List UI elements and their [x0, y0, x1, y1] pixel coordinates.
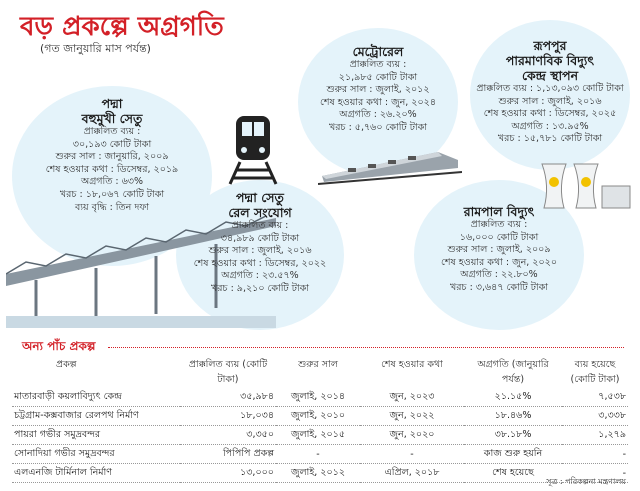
project-name: বহুমুখী সেতু [81, 111, 143, 126]
column-header: ব্যয় হয়েছে (কোটি টাকা) [570, 359, 620, 385]
project-detail: খরচ : ৩,৬৪৭ কোটি টাকা [449, 281, 549, 293]
table-cell: জুলাই, ২০১৪ [276, 388, 360, 407]
table-cell: ৩৮.১৮% [464, 426, 562, 445]
column-header: শেষ হওয়ার কথা [381, 359, 443, 370]
project-metrorail [298, 44, 458, 135]
page-title: বড় প্রকল্পে অগ্রগতি [20, 12, 224, 42]
column-header: অগ্রগতি (জানুয়ারি পর্যন্ত) [477, 359, 549, 385]
project-detail: খরচ : ১৮,০৬৭ কোটি টাকা [59, 188, 165, 200]
table-cell: - [360, 445, 464, 464]
project-detail: অগ্রগতি : ২২.৮০% [460, 269, 538, 281]
table-cell: পিপিপি প্রকল্প [180, 445, 276, 464]
table-cell: ১৩,০০০ [180, 464, 276, 483]
project-name: রেল সংযোগ [228, 205, 292, 220]
project-detail: অগ্রগতি : ২৩.৫৭% [221, 270, 299, 282]
table-header-row [12, 358, 628, 388]
project-detail: ৩০,১৯৩ কোটি টাকা [72, 138, 152, 150]
project-rampal [414, 204, 584, 295]
train-icon [226, 112, 280, 186]
table-cell: ২১.১৫% [464, 388, 562, 407]
project-detail: ব্যয় বৃদ্ধি : তিন দফা [74, 201, 150, 213]
column-header: শুরুর সাল [298, 359, 338, 370]
project-name: মেট্রোরেল [352, 44, 404, 59]
project-detail: শুরুর সাল : জুলাই, ২০১২ [326, 84, 430, 96]
project-detail: শুরুর সাল : জুলাই, ২০০৯ [447, 244, 551, 256]
table-cell: - [562, 445, 628, 464]
table-cell: ৩,৩৫০ [180, 426, 276, 445]
table-cell: ১,২৭৯ [562, 426, 628, 445]
table-cell: সোনাদিয়া গভীর সমুদ্রবন্দর [12, 445, 180, 464]
source-note: সূত্র : পরিকল্পনা মন্ত্রণালয় [546, 477, 626, 486]
page-subtitle: (গত জানুয়ারি মাস পর্যন্ত) [40, 42, 151, 55]
table-cell: শেষ হয়েছে [464, 464, 562, 483]
project-detail: শেষ হওয়ার কথা : ডিসেম্বর, ২০১৯ [45, 163, 179, 175]
project-detail: শুরুর সাল : জানুয়ারি, ২০০৯ [55, 151, 169, 163]
project-detail: প্রাক্কলিত ব্যয় : ১,১৩,০৯৩ কোটি টাকা [476, 83, 624, 94]
project-padma-bridge [20, 96, 204, 214]
project-detail: প্রাক্কলিত ব্যয় : [231, 220, 289, 231]
table-row [12, 388, 628, 407]
table-cell: ১৮,০৩৪ [180, 407, 276, 426]
table-cell: ১৮.৪৬% [464, 407, 562, 426]
project-name: রামপাল বিদ্যুৎ [463, 204, 535, 219]
table-row [12, 426, 628, 445]
table-cell: ৭,৫৩৮ [562, 388, 628, 407]
column-header: প্রাক্কলিত ব্যয় (কোটি টাকা) [188, 359, 268, 385]
project-detail: শুরুর সাল : জুলাই, ২০১৬ [208, 245, 312, 257]
table-cell: জুলাই, ২০১২ [276, 464, 360, 483]
table-cell: কাজ শুরু হয়নি [464, 445, 562, 464]
project-detail: শেষ হওয়ার কথা : ডিসেম্বর, ২০২২ [193, 257, 327, 269]
table-cell: এলএনজি টার্মিনাল নির্মাণ [12, 464, 180, 483]
table-row [12, 407, 628, 426]
table-cell: জুন, ২০২৩ [360, 388, 464, 407]
project-detail: খরচ : ৯,২১০ কোটি টাকা [210, 282, 310, 294]
project-detail: অগ্রগতি : ১৩.৯৫% [511, 120, 589, 132]
project-detail: শেষ হওয়ার কথা : জুন, ২০২৪ [319, 96, 436, 108]
project-name: রূপপুর [533, 38, 567, 53]
project-rooppur [470, 38, 630, 146]
project-detail: প্রাক্কলিত ব্যয় : [349, 59, 407, 70]
project-detail: ৩৪,৯৮৯ কোটি টাকা [220, 232, 300, 244]
project-detail: ২১,৯৮৫ কোটি টাকা [338, 71, 418, 83]
table-cell: জুন, ২০২০ [360, 426, 464, 445]
project-detail: খরচ : ১৫,৭৮১ কোটি টাকা [497, 133, 603, 145]
metro-train-illustration [318, 146, 462, 186]
project-detail: অগ্রগতি : ২৬.২০% [339, 109, 417, 121]
project-name: পদ্মা সেতু [236, 190, 284, 205]
project-detail: শুরুর সাল : জুলাই, ২০১৬ [498, 95, 602, 107]
project-name: কেন্দ্র স্থাপন [521, 68, 579, 83]
project-detail: শেষ হওয়ার কথা : জুন, ২০২০ [440, 256, 558, 268]
table-row [12, 464, 628, 483]
project-name: পদ্মা [101, 96, 123, 111]
power-plant-illustration [536, 156, 632, 210]
project-detail: প্রাক্কলিত ব্যয় : [470, 219, 528, 230]
others-table [12, 358, 628, 483]
table-cell: ৩,৩৩৮ [562, 407, 628, 426]
table-cell: জুলাই, ২০১৫ [276, 426, 360, 445]
table-cell: মাতারবাড়ী কয়লাবিদ্যুৎ কেন্দ্র [12, 388, 180, 407]
table-row [12, 445, 628, 464]
table-cell: - [562, 464, 628, 483]
project-detail: শেষ হওয়ার কথা : ডিসেম্বর, ২০২৫ [483, 108, 617, 120]
table-cell: ৩৫,৯৮৪ [180, 388, 276, 407]
section-divider [108, 347, 624, 348]
project-detail: অগ্রগতি : ৬৩% [80, 176, 144, 188]
table-cell: - [276, 445, 360, 464]
project-detail: খরচ : ৫,৭৬০ কোটি টাকা [328, 121, 428, 133]
others-title: অন্য পাঁচ প্রকল্প [22, 339, 96, 353]
project-name: পারমাণবিক বিদ্যুৎ [505, 53, 595, 68]
project-detail: ১৬,০০০ কোটি টাকা [459, 231, 539, 243]
table-cell: পায়রা গভীর সমুদ্রবন্দর [12, 426, 180, 445]
project-detail: প্রাক্কলিত ব্যয় : [83, 126, 141, 137]
table-cell: জুলাই, ২০১০ [276, 407, 360, 426]
project-padma-rail [180, 190, 340, 296]
table-cell: চট্টগ্রাম-কক্সবাজার রেলপথ নির্মাণ [12, 407, 180, 426]
table-cell: জুন, ২০২২ [360, 407, 464, 426]
column-header: প্রকল্প [56, 359, 77, 370]
table-cell: এপ্রিল, ২০১৮ [360, 464, 464, 483]
